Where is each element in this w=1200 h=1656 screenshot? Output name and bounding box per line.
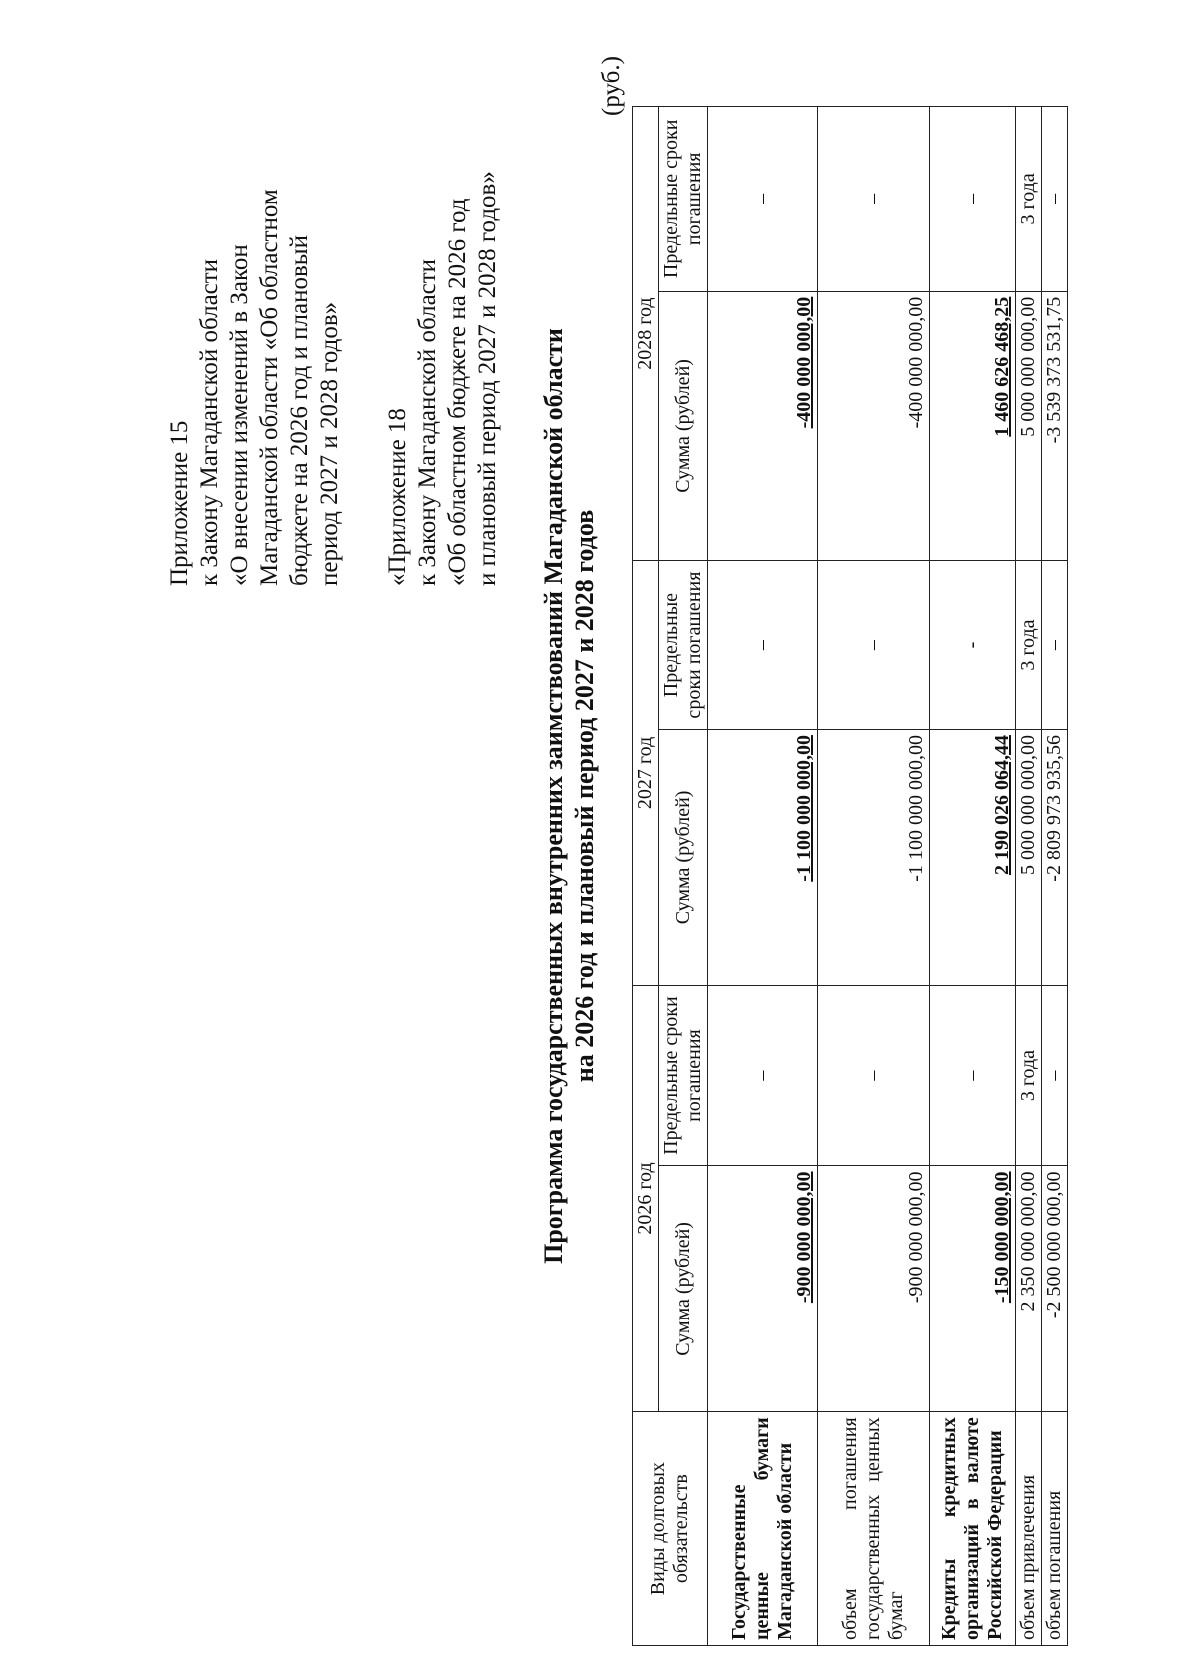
term-2026-cell: – [1042,985,1068,1166]
term-2026-cell: – [818,985,930,1166]
col-year-2028-header: 2028 год [633,107,659,561]
sum-2028-cell: -3 539 373 531,75 [1042,291,1068,560]
term-2028-cell: – [1042,107,1068,292]
col-term-2028-header: Предельные сроки погашения [659,107,708,292]
appendix-15-line-5: бюджете на 2026 год и плановый [286,235,313,586]
term-2027-cell: – [708,561,818,730]
sum-2027-cell: -2 809 973 935,56 [1042,730,1068,986]
term-2027-cell: – [1042,561,1068,730]
col-term-2026-header: Предельные сроки погашения [659,985,708,1166]
term-2027-cell: 3 года [1016,561,1042,730]
debt-type-cell: Государственные ценные бумаги Магаданской области [708,1412,818,1646]
spacer [345,116,383,586]
table-row [1016,107,1042,1646]
debt-type-cell: Кредиты кредитных организаций в валюте Российской Федерации [930,1412,1016,1646]
table-header-row [633,107,659,1646]
sum-2027-cell: 5 000 000 000,00 [1016,730,1042,986]
term-2028-cell: – [708,107,818,292]
col-debt-type-header: Виды долговых обязательств [633,1412,708,1646]
appendix-18-line-2: к Закону Магаданской области [414,258,441,586]
term-2028-cell: – [930,107,1016,292]
appendix-15-line-6: период 2027 и 2028 годов» [316,301,343,586]
appendix-18-line-3: «Об областном бюджете на 2026 год [444,198,471,586]
term-2028-cell: – [818,107,930,292]
sum-2028-cell: -400 000 000,00 [708,291,818,560]
col-year-2026-header: 2026 год [633,985,659,1412]
col-sum-2027-header: Сумма (рублей) [659,730,708,986]
sum-2026-cell: 2 350 000 000,00 [1016,1166,1042,1412]
term-2027-cell: - [930,561,1016,730]
term-2028-cell: 3 года [1016,107,1042,292]
appendix-18-line-1: «Приложение 18 [384,408,411,586]
term-2027-cell: – [818,561,930,730]
appendix-15-line-4: Магаданской области «Об областном [256,189,283,586]
sum-2026-cell: -900 000 000,00 [708,1166,818,1412]
term-2026-cell: – [708,985,818,1166]
sum-2026-cell: -150 000 000,00 [930,1166,1016,1412]
appendix-18-line-4: и плановый период 2027 и 2028 годов» [474,171,501,586]
appendix-15-line-1: Приложение 15 [166,420,193,586]
table-row [930,107,1016,1646]
sum-2027-cell: -1 100 000 000,00 [708,730,818,986]
sum-2026-cell: -900 000 000,00 [818,1166,930,1412]
sum-2028-cell: 5 000 000 000,00 [1016,291,1042,560]
sum-2028-cell: -400 000 000,00 [818,291,930,560]
col-sum-2028-header: Сумма (рублей) [659,291,708,560]
col-term-2027-header: Предельные сроки погашения [659,561,708,730]
col-year-2027-header: 2027 год [633,561,659,986]
appendix-15-line-2: к Закону Магаданской области [196,258,223,586]
debt-type-cell: объем привлечения [1016,1412,1042,1646]
appendix-header-block [165,116,503,586]
sum-2026-cell: -2 500 000 000,00 [1042,1166,1068,1412]
borrowing-program-table [632,106,1068,1646]
table-row [818,107,930,1646]
sum-2028-cell: 1 460 626 468,25 [930,291,1016,560]
currency-unit-label: (руб.) [598,56,625,116]
title-line-2: на 2026 год и плановый период 2027 и 2028 годов [570,509,599,1083]
sum-2027-cell: -1 100 000 000,00 [818,730,930,986]
term-2026-cell: – [930,985,1016,1166]
term-2026-cell: 3 года [1016,985,1042,1166]
sum-2027-cell: 2 190 026 064,44 [930,730,1016,986]
table-row [1042,107,1068,1646]
table-row [708,107,818,1646]
col-sum-2026-header: Сумма (рублей) [659,1166,708,1412]
debt-type-cell: объем погашения государственных ценных бумаг [818,1412,930,1646]
debt-type-cell: объем погашения [1042,1412,1068,1646]
document-title [538,296,600,1296]
title-line-1: Программа государственных внутренних заимствований Магаданской области [539,328,568,1264]
appendix-15-line-3: «О внесении изменений в Закон [226,244,253,586]
